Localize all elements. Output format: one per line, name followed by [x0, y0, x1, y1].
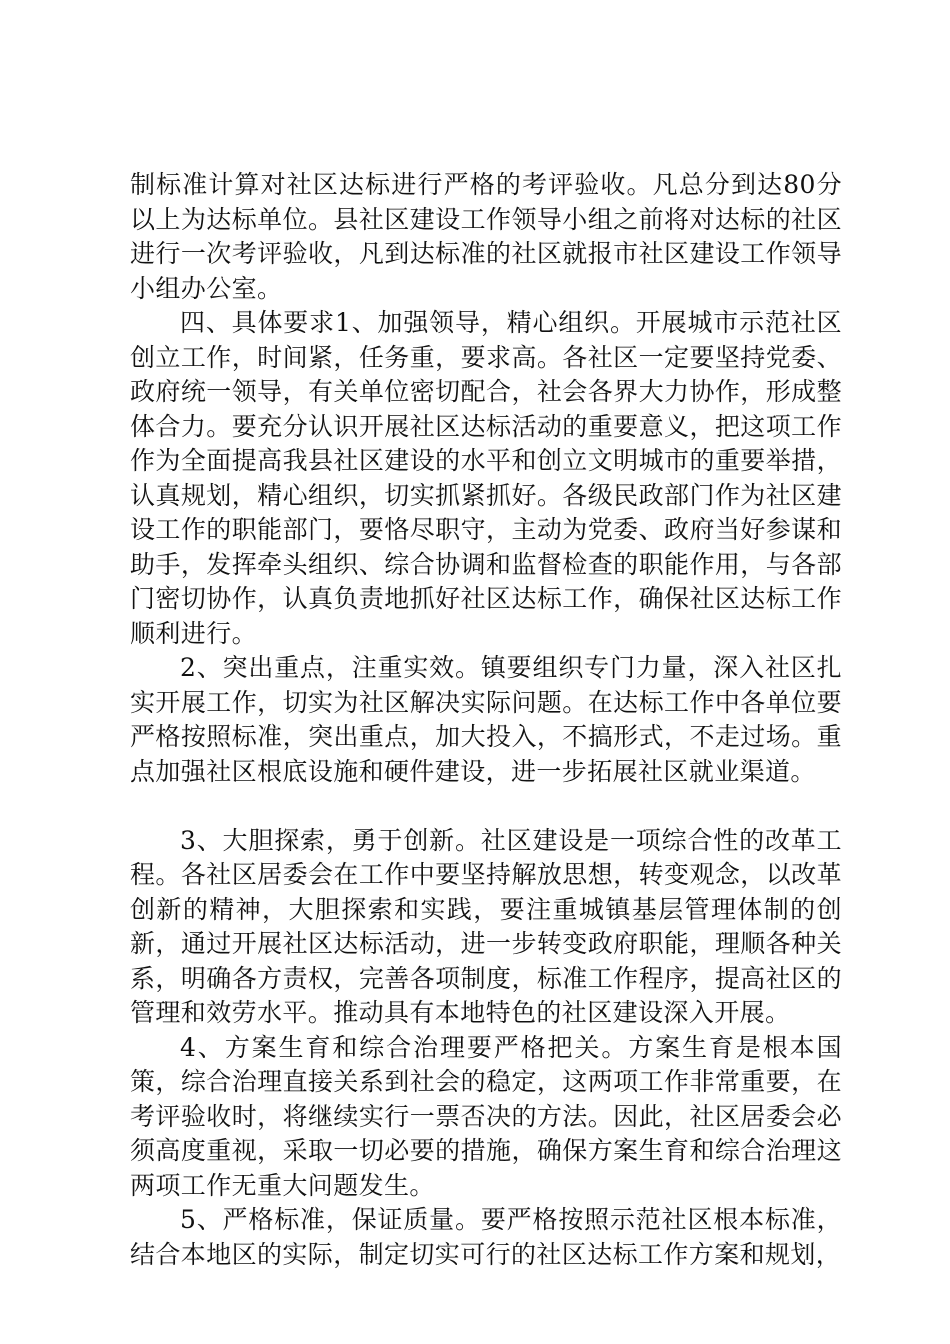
- paragraph-key-points: 2、突出重点，注重实效。镇要组织专门力量，深入社区扎实开展工作，切实为社区解决实际问题。在达标工作中各单位要严格按照标准，突出重点，加大投入，不搞形式，不走过场。重点加强社区根底设施和硬件建设，进一步拓展社区就业渠道。: [130, 653, 842, 786]
- paragraph-family-planning: 4、方案生育和综合治理要严格把关。方案生育是根本国策，综合治理直接关系到社会的稳定，这两项工作非常重要，在考评验收时，将继续实行一票否决的方法。因此，社区居委会必须高度重视，采取一切必要的措施，确保方案生育和综合治理这两项工作无重大问题发生。: [130, 1032, 842, 1200]
- paragraph-assessment-standard: 制标准计算对社区达标进行严格的考评验收。凡总分到达80分以上为达标单位。县社区建设工作领导小组之前将对达标的社区进行一次考评验收，凡到达标准的社区就报市社区建设工作领导小组办公室。: [130, 170, 842, 303]
- blank-line: [130, 789, 842, 824]
- paragraph-innovation: 3、大胆探索，勇于创新。社区建设是一项综合性的改革工程。各社区居委会在工作中要坚持解放思想，转变观念，以改革创新的精神，大胆探索和实践，要注重城镇基层管理体制的创新，通过开展社区达标活动，进一步转变政府职能，理顺各种关系，明确各方责权，完善各项制度，标准工作程序，提高社区的管理和效劳水平。推动具有本地特色的社区建设深入开展。: [130, 825, 842, 1027]
- paragraph-quality-standard: 5、严格标准，保证质量。要严格按照示范社区根本标准，结合本地区的实际，制定切实可行的社区达标工作方案和规划，: [130, 1205, 842, 1269]
- document-body: [130, 168, 842, 1272]
- paragraph-specific-requirements: 四、具体要求1、加强领导，精心组织。开展城市示范社区创立工作，时间紧，任务重，要求高。各社区一定要坚持党委、政府统一领导，有关单位密切配合，社会各界大力协作，形成整体合力。要充分认识开展社区达标活动的重要意义，把这项工作作为全面提高我县社区建设的水平和创立文明城市的重要举措，认真规划，精心组织，切实抓紧抓好。各级民政部门作为社区建设工作的职能部门，要恪尽职守，主动为党委、政府当好参谋和助手，发挥牵头组织、综合协调和监督检查的职能作用，与各部门密切协作，认真负责地抓好社区达标工作，确保社区达标工作顺利进行。: [130, 308, 842, 648]
